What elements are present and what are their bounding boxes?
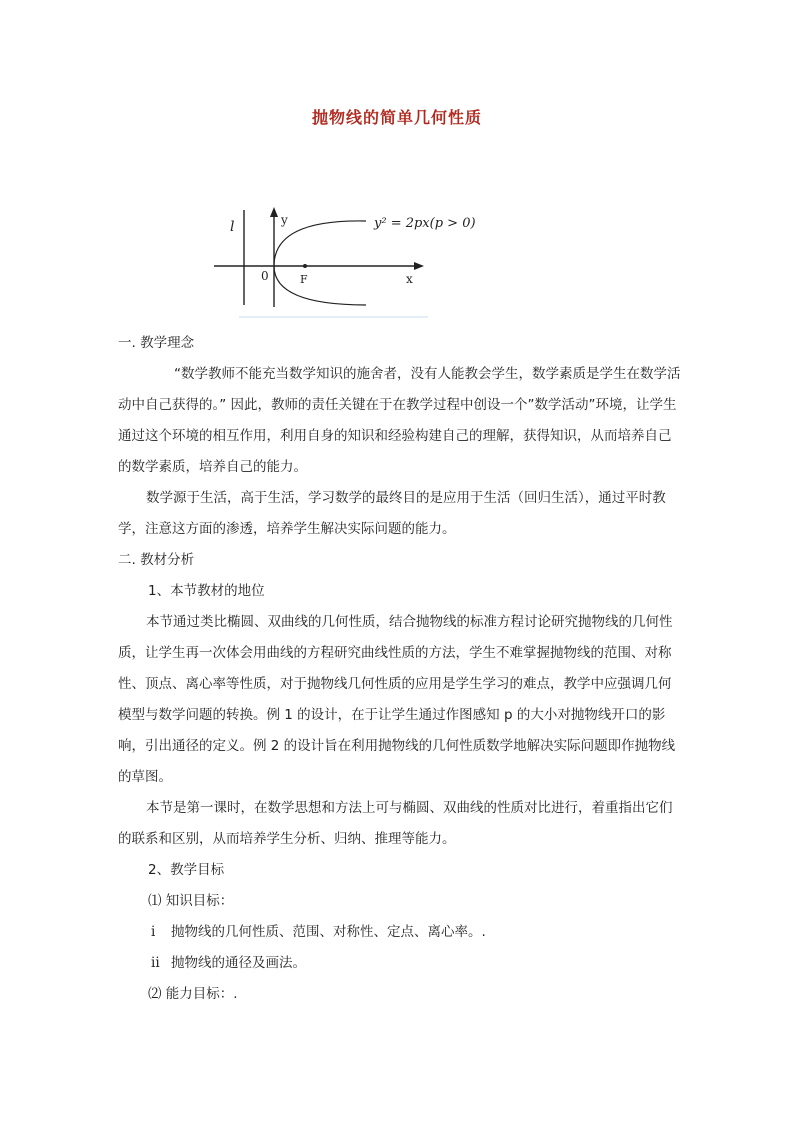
label-origin: 0 [261,269,269,283]
parabola-diagram [214,205,474,320]
focus-point [303,264,307,268]
subsection-heading: 2、教学目标 [148,862,225,878]
section-heading: 一. 教学理念 [118,335,195,351]
label-x: x [406,272,413,286]
paragraph: 数学源于生活，高于生活，学习数学的最终目的是应用于生活（回归生活），通过平时教学，注意这方面的渗透，培养学生解决实际问题的能力。 [118,490,666,537]
paragraph: 本节是第一课时，在数学思想和方法上可与椭圆、双曲线的性质对比进行，着重指出它们的联系和区别，从而培养学生分析、归纳、推理等能力。 [118,800,673,847]
label-l: l [230,219,235,235]
goal-heading: ⑵ 能力目标：. [148,986,238,1002]
paragraph: “数学教师不能充当数学知识的施舍者，没有人能教会学生，数学素质是学生在数学活动中自己获得的。” 因此，教师的责任关键在于在教学过程中创设一个”数学活动”环境，让学生通过这个环境的相互作用，利用自身的知识和经验构建自己的理解，获得知识，从而培养自己的数学素质，培养自己的能力。 [118,366,681,475]
goal-item-number: ii [151,955,160,971]
body-text [118,328,684,1010]
parabola-curve [274,221,366,305]
goal-item [118,948,684,979]
x-axis-arrow [414,262,424,270]
section-heading: 二. 教材分析 [118,552,195,568]
subsection-heading: 1、本节教材的地位 [148,583,265,599]
goal-item-text: 抛物线的几何性质、范围、对称性、定点、离心率。. [171,924,486,940]
goal-item [118,917,684,948]
goal-heading: ⑴ 知识目标： [148,893,234,909]
parabola-equation: y² = 2px(p > 0) [374,216,476,231]
page-title: 抛物线的简单几何性质 [311,108,482,127]
label-y: y [281,213,288,227]
goal-item-text: 抛物线的通径及画法。 [171,955,306,971]
y-axis-arrow [270,207,278,217]
goal-item-number: i [151,924,156,940]
label-focus: F [300,273,308,286]
parabola-figure [214,205,474,320]
paragraph: 本节通过类比椭圆、双曲线的几何性质，结合抛物线的标准方程讨论研究抛物线的几何性质，让学生再一次体会用曲线的方程研究曲线性质的方法，学生不难掌握抛物线的范围、对称性、顶点、离心率等性质，对于抛物线几何性质的应用是学生学习的难点，教学中应强调几何模型与数学问题的转换。例 1 的设计，在于让学生通过作图感知 p 的大小对抛物线开口的影响，引出通径的定义。例 2 的设计旨在利用抛物线的几何性质数学地解决实际问题即作抛物线的草图。 [118,614,676,785]
